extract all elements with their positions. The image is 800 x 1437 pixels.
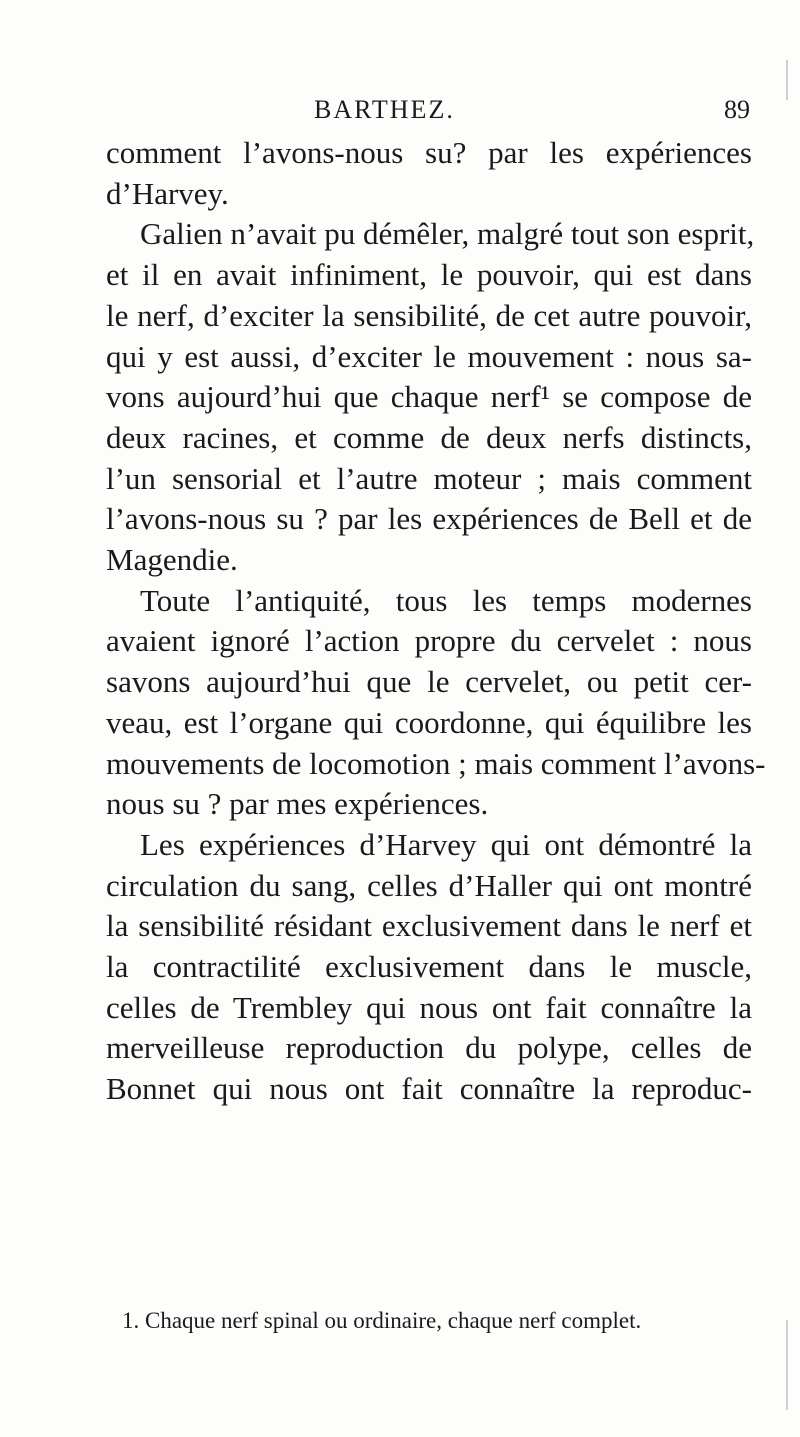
footnote-area [106, 1306, 706, 1336]
text-line: veau, est l’organe qui coordonne, qui équilibre les [106, 704, 752, 740]
page-header [106, 95, 750, 135]
body-text [106, 133, 766, 1110]
text-line: le nerf, d’exciter la sensibilité, de cet autre pouvoir, [106, 297, 752, 333]
text-line: et il en avait infiniment, le pouvoir, qui est dans [106, 257, 752, 293]
page-edge-mark [786, 1320, 788, 1410]
text-line: la contractilité exclusivement dans le muscle, [106, 949, 752, 985]
text-line: celles de Trembley qui nous ont fait connaître la [106, 989, 752, 1025]
text-line: d’Harvey. [106, 175, 229, 211]
text-line: l’avons-nous su ? par les expériences de Bell et de [106, 501, 752, 537]
text-line: qui y est aussi, d’exciter le mouvement : nous sa- [106, 338, 752, 374]
text-line: avaient ignoré l’action propre du cervelet : nous [106, 623, 752, 659]
text-line: Les expériences d’Harvey qui ont démontré la [140, 826, 752, 862]
text-line: mouvements de locomotion ; mais comment l’avons- [106, 745, 766, 781]
text-line: vons aujourd’hui que chaque nerf¹ se compose de [106, 379, 752, 415]
running-head: BARTHEZ. [314, 95, 455, 124]
text-line: la sensibilité résidant exclusivement dans le nerf et [106, 908, 752, 944]
page-edge-mark [786, 60, 788, 100]
text-line: circulation du sang, celles d’Haller qui ont montré [106, 867, 752, 903]
page-number: 89 [724, 95, 750, 124]
text-line: Magendie. [106, 542, 238, 578]
footnote: 1. Chaque nerf spinal ou ordinaire, chaque nerf complet. [122, 1308, 642, 1333]
text-line: deux racines, et comme de deux nerfs distincts, [106, 419, 752, 455]
text-line: Toute l’antiquité, tous les temps modernes [140, 582, 752, 618]
text-line: merveilleuse reproduction du polype, celles de [106, 1030, 752, 1066]
text-line: nous su ? par mes expériences. [106, 786, 489, 822]
text-line: Galien n’avait pu démêler, malgré tout son esprit, [140, 216, 755, 252]
text-line: comment l’avons-nous su? par les expériences [106, 135, 752, 170]
text-line: savons aujourd’hui que le cervelet, ou petit cer- [106, 664, 752, 700]
text-line: l’un sensorial et l’autre moteur ; mais comment [106, 460, 752, 496]
text-line: Bonnet qui nous ont fait connaître la reproduc- [106, 1071, 752, 1107]
